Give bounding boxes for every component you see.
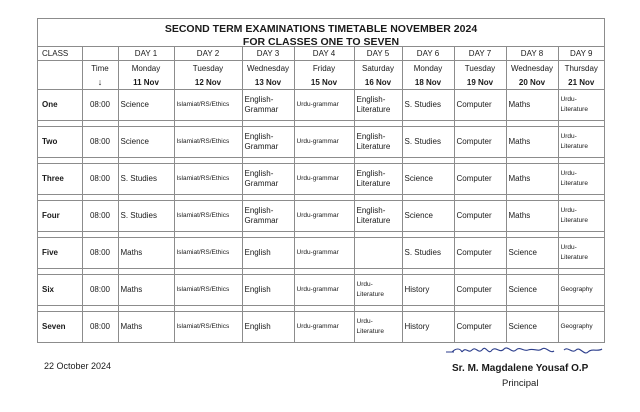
subject-cell: Urdu- Literature bbox=[354, 275, 402, 306]
subject-cell: Science bbox=[506, 238, 558, 269]
subject-cell: Islamiat/RS/Ethics bbox=[174, 201, 242, 232]
subject-cell: Computer bbox=[454, 275, 506, 306]
signatory-role: Principal bbox=[502, 378, 539, 389]
day-header: DAY 7 bbox=[454, 47, 506, 61]
subject-cell: Urdu-Literature bbox=[558, 238, 604, 269]
exam-time: 08:00 bbox=[82, 201, 118, 232]
weekday-row bbox=[38, 61, 604, 76]
down-arrow-icon: ↓ bbox=[82, 75, 118, 90]
subject-cell: Maths bbox=[118, 275, 174, 306]
subject-cell: Urdu-grammar bbox=[294, 90, 354, 121]
title-line-2: FOR CLASSES ONE TO SEVEN bbox=[242, 36, 400, 48]
subject-cell: Urdu-grammar bbox=[294, 312, 354, 343]
signatory-name: Sr. M. Magdalene Yousaf O.P bbox=[452, 363, 589, 374]
weekday-cell: Friday bbox=[294, 61, 354, 76]
date-cell: 18 Nov bbox=[402, 75, 454, 90]
weekday-cell: Thursday bbox=[558, 61, 604, 76]
class-name: Seven bbox=[42, 322, 66, 331]
subject-cell: English- Literature bbox=[354, 164, 402, 195]
exam-time: 08:00 bbox=[82, 90, 118, 121]
subject-cell: Geography bbox=[558, 312, 604, 343]
subject-cell: Science bbox=[118, 127, 174, 158]
subject-cell: Science bbox=[118, 90, 174, 121]
subject-cell: Maths bbox=[506, 127, 558, 158]
class-row bbox=[38, 238, 604, 269]
weekday-cell: Monday bbox=[118, 61, 174, 76]
exam-time: 08:00 bbox=[82, 164, 118, 195]
date-row bbox=[38, 75, 604, 90]
day-header-row bbox=[38, 47, 604, 61]
subject-cell: Urdu-Literature bbox=[558, 164, 604, 195]
weekday-cell: Monday bbox=[402, 61, 454, 76]
subject-cell: English bbox=[242, 238, 294, 269]
day-header: DAY 4 bbox=[294, 47, 354, 61]
class-row bbox=[38, 127, 604, 158]
weekday-cell: Tuesday bbox=[454, 61, 506, 76]
subject-cell: Computer bbox=[454, 164, 506, 195]
class-name: One bbox=[38, 90, 82, 121]
date-cell: 21 Nov bbox=[558, 75, 604, 90]
subject-cell: S. Studies bbox=[118, 164, 174, 195]
exam-time: 08:00 bbox=[82, 238, 118, 269]
subject-cell: English- Grammar bbox=[242, 127, 294, 158]
subject-cell: Science bbox=[402, 201, 454, 232]
subject-cell: Urdu-Literature bbox=[558, 127, 604, 158]
subject-cell: Urdu-grammar bbox=[294, 275, 354, 306]
subject-cell: Geography bbox=[558, 275, 604, 306]
subject-cell: Islamiat/RS/Ethics bbox=[174, 90, 242, 121]
subject-cell: Islamiat/RS/Ethics bbox=[174, 275, 242, 306]
day-header: DAY 5 bbox=[354, 47, 402, 61]
exam-time: 08:00 bbox=[82, 127, 118, 158]
class-name: Six bbox=[38, 275, 82, 306]
subject-cell: Urdu-grammar bbox=[294, 238, 354, 269]
subject-cell: Maths bbox=[506, 164, 558, 195]
time-header-blank bbox=[82, 47, 118, 61]
blank-cell bbox=[38, 61, 82, 76]
subject-cell: Maths bbox=[506, 201, 558, 232]
subject-cell: Science bbox=[402, 164, 454, 195]
subject-cell: English bbox=[242, 312, 294, 343]
day-header: DAY 3 bbox=[242, 47, 294, 61]
class-row bbox=[38, 201, 604, 232]
date-cell: 12 Nov bbox=[174, 75, 242, 90]
blank-cell bbox=[38, 75, 82, 90]
subject-cell: English- Literature bbox=[354, 90, 402, 121]
date-cell: 20 Nov bbox=[506, 75, 558, 90]
subject-cell: Science bbox=[506, 275, 558, 306]
day-header: DAY 8 bbox=[506, 47, 558, 61]
exam-time: 08:00 bbox=[82, 275, 118, 306]
date-cell: 11 Nov bbox=[118, 75, 174, 90]
timetable-sheet bbox=[37, 18, 605, 343]
subject-cell bbox=[354, 238, 402, 269]
weekday-cell: Saturday bbox=[354, 61, 402, 76]
class-row bbox=[38, 164, 604, 195]
subject-cell: Urdu-grammar bbox=[294, 127, 354, 158]
class-name: Five bbox=[38, 238, 82, 269]
subject-cell: History bbox=[402, 275, 454, 306]
subject-cell: Computer bbox=[454, 127, 506, 158]
weekday-cell: Wednesday bbox=[242, 61, 294, 76]
subject-cell: English- Grammar bbox=[242, 90, 294, 121]
subject-cell: Urdu-Literature bbox=[558, 90, 604, 121]
day-header: DAY 1 bbox=[118, 47, 174, 61]
subject-cell: English- Grammar bbox=[242, 201, 294, 232]
subject-cell: Islamiat/RS/Ethics bbox=[174, 238, 242, 269]
subject-cell: S. Studies bbox=[402, 127, 454, 158]
subject-cell: History bbox=[402, 312, 454, 343]
weekday-cell: Wednesday bbox=[506, 61, 558, 76]
day-header: DAY 9 bbox=[558, 47, 604, 61]
timetable-table bbox=[38, 47, 604, 342]
day-header: DAY 2 bbox=[174, 47, 242, 61]
subject-cell: Urdu- Literature bbox=[354, 312, 402, 343]
title-line-1: SECOND TERM EXAMINATIONS TIMETABLE NOVEMBER 2024 bbox=[164, 23, 478, 35]
subject-cell: Maths bbox=[118, 238, 174, 269]
subject-cell: English- Grammar bbox=[242, 164, 294, 195]
subject-cell: Urdu-Literature bbox=[558, 201, 604, 232]
subject-cell: Computer bbox=[454, 312, 506, 343]
subject-cell: Maths bbox=[118, 312, 174, 343]
subject-cell: Computer bbox=[454, 90, 506, 121]
class-header: CLASS bbox=[38, 47, 82, 61]
subject-cell: S. Studies bbox=[402, 90, 454, 121]
day-header: DAY 6 bbox=[402, 47, 454, 61]
class-row bbox=[38, 312, 604, 343]
class-name: Two bbox=[38, 127, 82, 158]
subject-cell: Science bbox=[506, 312, 558, 343]
issue-date: 22 October 2024 bbox=[44, 361, 112, 371]
date-cell: 13 Nov bbox=[242, 75, 294, 90]
date-cell: 19 Nov bbox=[454, 75, 506, 90]
date-cell: 16 Nov bbox=[354, 75, 402, 90]
subject-cell: Maths bbox=[506, 90, 558, 121]
timetable-title bbox=[38, 19, 604, 47]
class-row bbox=[38, 275, 604, 306]
subject-cell: Urdu-grammar bbox=[294, 201, 354, 232]
time-label: Time bbox=[82, 61, 118, 76]
class-name: Four bbox=[38, 201, 82, 232]
handwritten-signature bbox=[438, 340, 608, 362]
exam-time: 08:00 bbox=[82, 312, 118, 343]
class-row bbox=[38, 90, 604, 121]
subject-cell: Computer bbox=[454, 238, 506, 269]
weekday-cell: Tuesday bbox=[174, 61, 242, 76]
subject-cell: Urdu-grammar bbox=[294, 164, 354, 195]
subject-cell: S. Studies bbox=[118, 201, 174, 232]
subject-cell: Islamiat/RS/Ethics bbox=[174, 312, 242, 343]
subject-cell: Computer bbox=[454, 201, 506, 232]
date-cell: 15 Nov bbox=[294, 75, 354, 90]
subject-cell: English- Literature bbox=[354, 201, 402, 232]
subject-cell: S. Studies bbox=[402, 238, 454, 269]
class-name: Three bbox=[38, 164, 82, 195]
subject-cell: Islamiat/RS/Ethics bbox=[174, 164, 242, 195]
subject-cell: English bbox=[242, 275, 294, 306]
subject-cell: English- Literature bbox=[354, 127, 402, 158]
subject-cell: Islamiat/RS/Ethics bbox=[174, 127, 242, 158]
